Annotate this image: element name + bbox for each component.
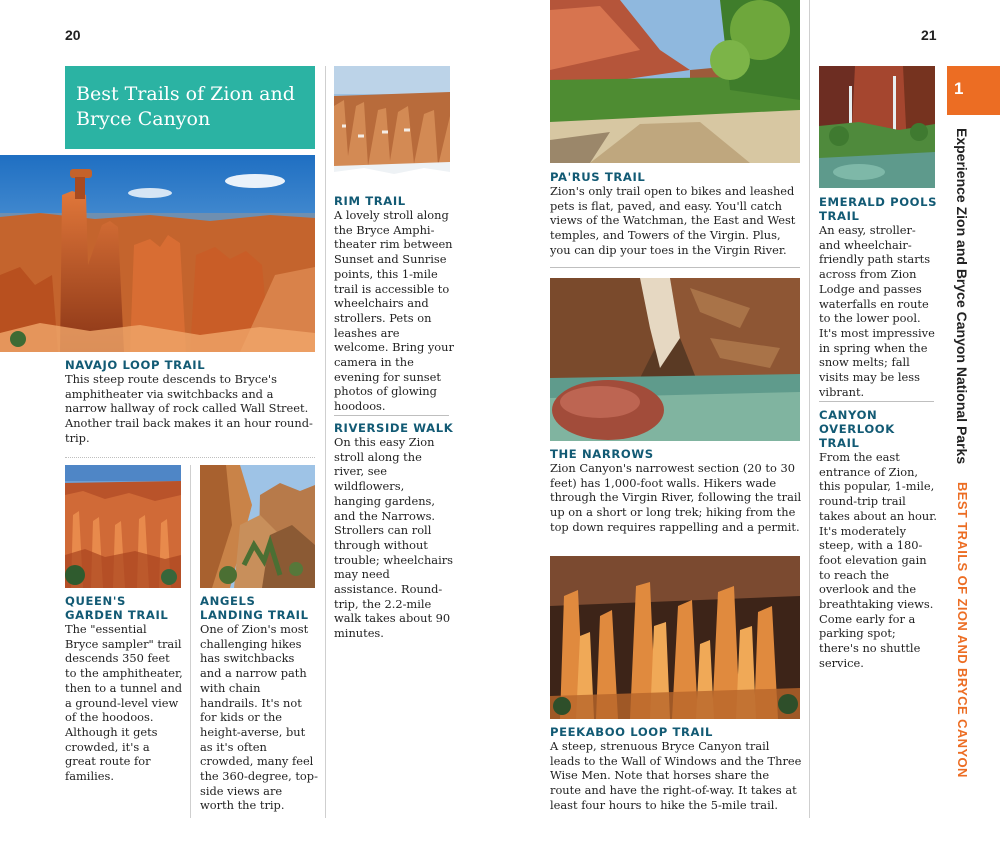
trail-name: THE NARROWS: [550, 447, 654, 461]
navajo-loop-entry: [65, 358, 315, 446]
riverside-walk-entry: [334, 421, 454, 641]
trail-description: Zion's only trail open to bikes and leashed pets is flat, paved, and easy. You'll catch views of the Watchman, the East and West temples, and Towers of the Virgin. Plus, you can dip your toes in the Virgin River.: [550, 184, 796, 257]
section-divider: [334, 415, 449, 416]
page-number-left: 20: [65, 27, 81, 43]
running-head-title: Experience Zion and Bryce Canyon National Parks: [954, 128, 970, 465]
trail-name: PA'RUS TRAIL: [550, 170, 646, 184]
navajo-loop-photo: [0, 155, 315, 352]
canyon-overlook-entry: [819, 408, 939, 671]
trail-name: QUEEN'S GARDEN TRAIL: [65, 594, 169, 622]
chapter-number: 1: [954, 79, 964, 98]
trail-name: PEEKABOO LOOP TRAIL: [550, 725, 714, 739]
section-banner-title: Best Trails of Zion and Bryce Canyon: [76, 83, 295, 130]
trail-name: NAVAJO LOOP TRAIL: [65, 358, 206, 372]
running-head-section: BEST TRAILS OF ZION AND BRYCE CANYON: [955, 482, 970, 778]
trail-description: This steep route descends to Bryce's amphitheater via switchbacks and a narrow hallway of rock called Wall Street. Another trail back makes it an hour round-trip.: [65, 372, 313, 445]
emerald-pools-photo: [819, 66, 935, 188]
trail-description: An easy, stroller- and wheelchair-friendly path starts across from Zion Lodge and passes waterfalls en route to the lower pool. It's most impressive in spring when the snow melts; fall visits may be less vibrant.: [819, 223, 935, 399]
trail-description: A steep, strenuous Bryce Canyon trail leads to the Wall of Windows and the Three Wise Men. Note that horses share the route and have the right-of-way. It takes at least four hours to hike the 5-mile trail.: [550, 739, 802, 812]
column-divider: [809, 0, 810, 818]
column-divider: [190, 465, 191, 818]
rim-trail-photo: [334, 66, 450, 188]
angels-landing-entry: [200, 594, 318, 813]
trail-name: RIVERSIDE WALK: [334, 421, 454, 435]
queens-garden-entry: [65, 594, 183, 784]
angels-landing-photo: [200, 465, 315, 588]
trail-name: RIM TRAIL: [334, 194, 406, 208]
peekaboo-loop-entry: [550, 725, 802, 813]
column-divider: [325, 66, 326, 818]
trail-description: Zion Canyon's narrowest section (20 to 30 feet) has 1,000-foot walls. Hikers wade through the Virgin River, following the trail up on a short or long trek; hiking from the top down requires rappelling and a permit.: [550, 461, 802, 534]
trail-name: ANGELS LANDING TRAIL: [200, 594, 309, 622]
chapter-tab: [947, 66, 1000, 115]
trail-description: The "essential Bryce sampler" trail descends 350 feet to the amphitheater, then to a tunnel and a ground-level view of the hoodoos. Although it gets crowded, it's a great route for families.: [65, 622, 183, 784]
section-divider: [550, 267, 800, 268]
emerald-pools-entry: [819, 195, 939, 399]
trail-description: A lovely stroll along the Bryce Amphitheater rim between Sunset and Sunrise points, this 1-mile trail is accessible to wheelchairs and strollers. Pets on leashes are welcome. Bring your camera in the evening for sunset photos of glowing hoodoos.: [334, 208, 454, 414]
trail-description: One of Zion's most challenging hikes has switchbacks and a narrow path with chain handrails. It's not for kids or the height-averse, but as it's often crowded, many feel the 360-degree, top-side views are worth the trip.: [200, 622, 318, 813]
section-banner: [65, 66, 315, 149]
peekaboo-loop-photo: [550, 556, 800, 719]
trail-description: From the east entrance of Zion, this popular, 1-mile, round-trip trail takes about an hour. It's moderately steep, with a 180-foot elevation gain to reach the overlook and the breathtaking views. Come early for a parking spot; there's no shuttle service.: [819, 450, 938, 670]
the-narrows-entry: [550, 447, 802, 535]
trail-name: CANYON OVERLOOK TRAIL: [819, 408, 895, 450]
parus-trail-photo: [550, 0, 800, 163]
rim-trail-entry: [334, 194, 454, 414]
parus-trail-entry: [550, 170, 802, 258]
trail-description: On this easy Zion stroll along the river, see wildflowers, hanging gardens, and the Narrows. Strollers can roll through without trouble; wheelchairs may need assistance. Round-trip, the 2.2-mile walk takes about 90 minutes.: [334, 435, 454, 641]
the-narrows-photo: [550, 278, 800, 441]
running-head: [951, 128, 973, 778]
section-divider: [819, 401, 934, 402]
trail-name: EMERALD POOLS TRAIL: [819, 195, 938, 223]
section-divider: [65, 457, 315, 458]
queens-garden-photo: [65, 465, 181, 588]
page-number-right: 21: [921, 27, 937, 43]
